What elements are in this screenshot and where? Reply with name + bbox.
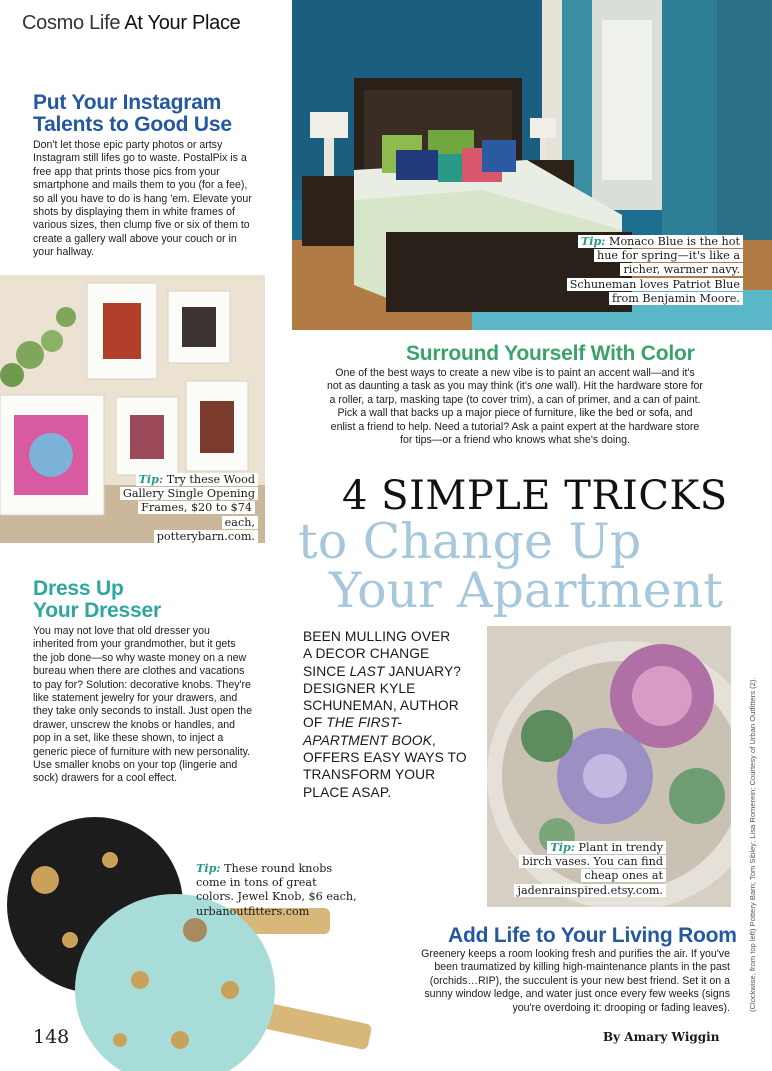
- knob-tip: Tip: These round knobs come in tons of great colors. Jewel Knob, $6 each, urbanoutfitters.com: [196, 861, 357, 918]
- byline: By Amary Wiggin: [603, 1030, 720, 1044]
- living-body: Greenery keeps a room looking fresh and purifies the air. If you've been traumatized by killing high-maintenance plants in the past (orchids…RIP), the succulent is your new best friend. Set it on a sunny window ledge, and water just once every few weeks (signs you're overdoing it: drooping or fading leaves).: [421, 948, 730, 1014]
- section-name-strong: At Your Place: [124, 12, 241, 34]
- plant-tip: Tip: Plant in trendy birch vases. You can find cheap ones at jadenrainspired.etsy.com.: [494, 840, 666, 898]
- color-body: One of the best ways to create a new vibe is to paint an accent wall—and it's not as daunting a task as you may think (it's one wall). Hit the hardware store for a roller, a tarp, masking tape (to cover trim), a can of primer, and a can of paint. Pick a wall that backs up a major piece of furniture, like the bed or sofa, and enlist a friend to help. Need a tutorial? Ask a paint expert at the hardware store for tips—or a friend who knows what she's doing.: [327, 367, 703, 447]
- bedroom-tip: Tip: Monaco Blue is the hot hue for spring—it's like a richer, warmer navy. Schuneman loves Patriot Blue from Benjamin Moore.: [548, 234, 743, 306]
- photo-credits: (Clockwise, from top left) Pottery Barn; Tom Sibley; Lisa Romerein; Courtesy of Urban Outfitters (2).: [748, 677, 757, 1012]
- living-title: Add Life to Your Living Room: [448, 924, 737, 947]
- dresser-title: Dress Up Your Dresser: [33, 577, 161, 622]
- headline-line1: 4 SIMPLE TRICKS: [342, 473, 728, 519]
- color-title: Surround Yourself With Color: [406, 342, 695, 365]
- intro-deck: BEEN MULLING OVER A DECOR CHANGE SINCE LAST JANUARY? DESIGNER KYLE SCHUNEMAN, AUTHOR OF THE FIRST- APARTMENT BOOK, OFFERS EASY WAYS TO TRANSFORM YOUR PLACE ASAP.: [303, 629, 467, 800]
- headline-line2: to Change Up: [298, 513, 642, 570]
- instagram-title: Put Your Instagram Talents to Good Use: [33, 91, 232, 136]
- instagram-body: Don't let those epic party photos or artsy Instagram still lifes go to waste. PostalPix is a free app that prints those pics from your smartphone and mails them to you (for a fee), so all you have to do is hang 'em. Elevate your shots by displaying them in white frames of various sizes, then clump five or six of them to create a gallery wall above your couch or in your hallway.: [33, 139, 252, 259]
- page-number: 148: [33, 1026, 70, 1048]
- section-header: [22, 12, 241, 35]
- section-name-light: Cosmo Life: [22, 12, 121, 34]
- headline-line3: Your Apartment: [329, 562, 723, 619]
- dresser-body: You may not love that old dresser you inherited from your grandmother, but it gets the job done—so why waste money on a new bureau when there are clothes and vacations to pay for? Solution: decorative knobs. They're like statement jewelry for your drawers, and they take only seconds to install. Just open the drawer, unscrew the knobs or handles, and pop in a set, like these shown, to inject a generic piece of furniture with new personality. Use smaller knobs on your top (lingerie and sock) drawers for a cool effect.: [33, 625, 253, 785]
- frames-tip: Tip: Try these Wood Gallery Single Opening Frames, $20 to $74 each, potterybarn.com.: [110, 472, 258, 544]
